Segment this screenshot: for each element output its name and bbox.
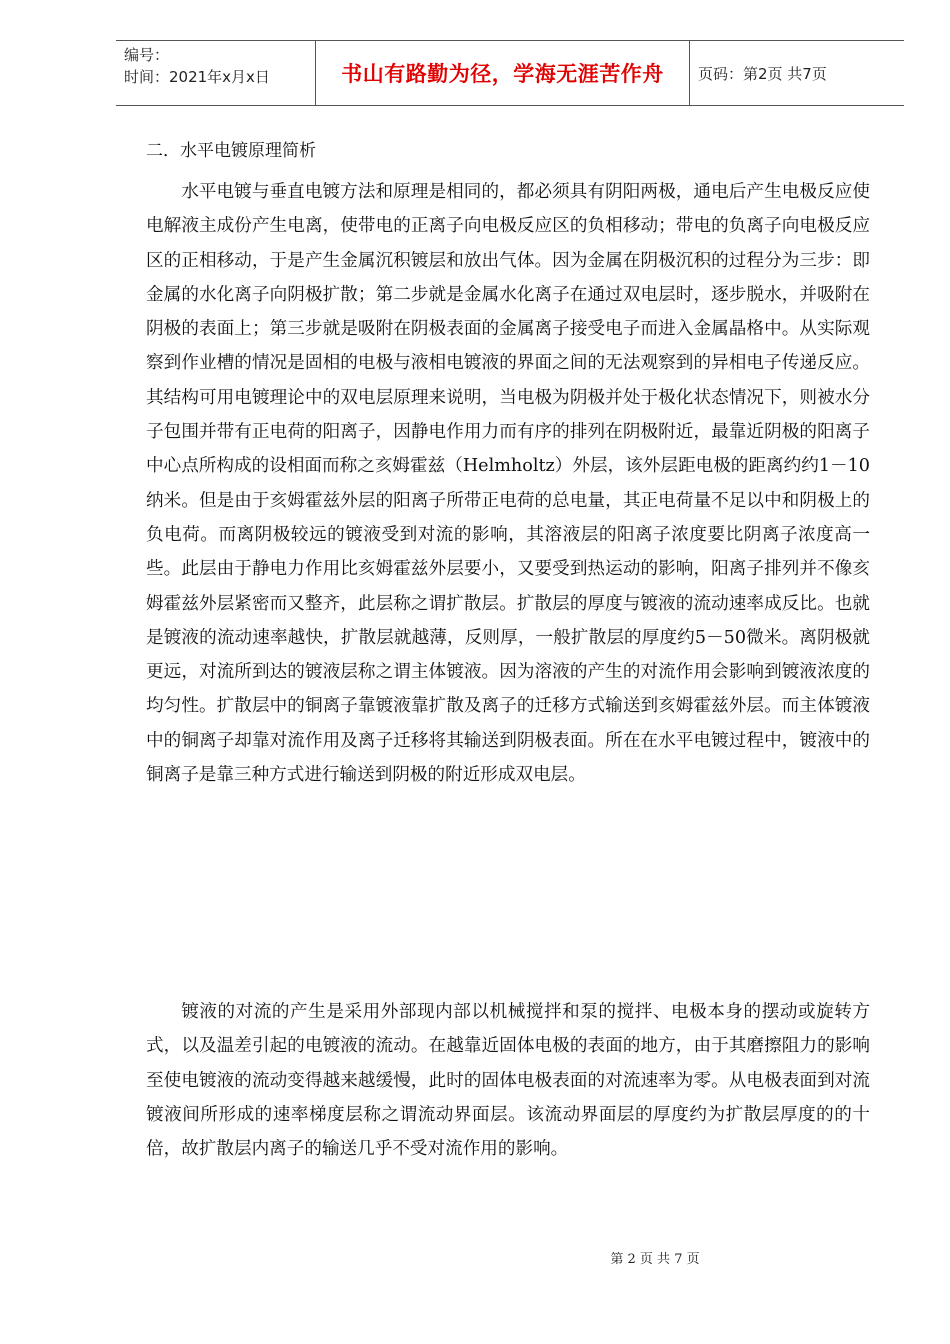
body-paragraph: 水平电镀与垂直电镀方法和原理是相同的，都必须具有阴阳两极，通电后产生电极反应使电解液主成份产生电离，使带电的正离子向电极反应区的负相移动；带电的负离子向电极反应区的正相移动，于是产生金属沉积镀层和放出气体。因为金属在阴极沉积的过程分为三步：即金属的水化离子向阴极扩散；第二步就是金属水化离子在通过双电层时，逐步脱水，并吸附在阴极的表面上；第三步就是吸附在阴极表面的金属离子接受电子而进入金属晶格中。从实际观察到作业槽的情况是固相的电极与液相电镀液的界面之间的无法观察到的异相电子传递反应。其结构可用电镀理论中的双电层原理来说明，当电极为阴极并处于极化状态情况下，则被水分子包围并带有正电荷的阳离子，因静电作用力而有序的排列在阴极附近，最靠近阴极的阳离子中心点所构成的设相面而称之亥姆霍兹（Helmholtz）外层，该外层距电极的距离约约1－10纳米。但是由于亥姆霍兹外层的阳离子所带正电荷的总电量，其正电荷量不足以中和阴极上的负电荷。而离阴极较远的镀液受到对流的影响，其溶液层的阳离子浓度要比阴离子浓度高一些。此层由于静电力作用比亥姆霍兹外层要小，又要受到热运动的影响，阳离子排列并不像亥姆霍兹外层紧密而又整齐，此层称之谓扩散层。扩散层的厚度与镀液的流动速率成反比。也就是镀液的流动速率越快，扩散层就越薄，反则厚，一般扩散层的厚度约5－50微米。离阴极就更远，对流所到达的镀液层称之谓主体镀液。因为溶液的产生的对流作用会影响到镀液浓度的均匀性。扩散层中的铜离子靠镀液靠扩散及离子的迁移方式输送到亥姆霍兹外层。而主体镀液中的铜离子却靠对流作用及离子迁移将其输送到阴极表面。所在在水平电镀过程中，镀液中的铜离子是靠三种方式进行输送到阴极的附近形成双电层。	[146, 182, 870, 786]
header-page-label: 页码：第2页 共7页	[698, 64, 827, 83]
document-number-label: 编号：	[124, 46, 170, 64]
header-motto: 书山有路勤为径，学海无涯苦作舟	[316, 41, 690, 105]
header-meta-cell	[116, 41, 316, 105]
document-time-label: 时间：2021年x月x日	[124, 68, 270, 86]
page-footer: 第 2 页 共 7 页	[610, 1252, 700, 1267]
document-header	[116, 40, 904, 106]
section-title: 二．水平电镀原理简析	[146, 141, 316, 161]
body-paragraph: 镀液的对流的产生是采用外部现内部以机械搅拌和泵的搅拌、电极本身的摆动或旋转方式，以及温差引起的电镀液的流动。在越靠近固体电极的表面的地方，由于其磨擦阻力的影响至使电镀液的流动变得越来越缓慢，此时的固体电极表面的对流速率为零。从电极表面到对流镀液间所形成的速率梯度层称之谓流动界面层。该流动界面层的厚度约为扩散层厚度的的十倍，故扩散层内离子的输送几乎不受对流作用的影响。	[146, 1002, 870, 1160]
